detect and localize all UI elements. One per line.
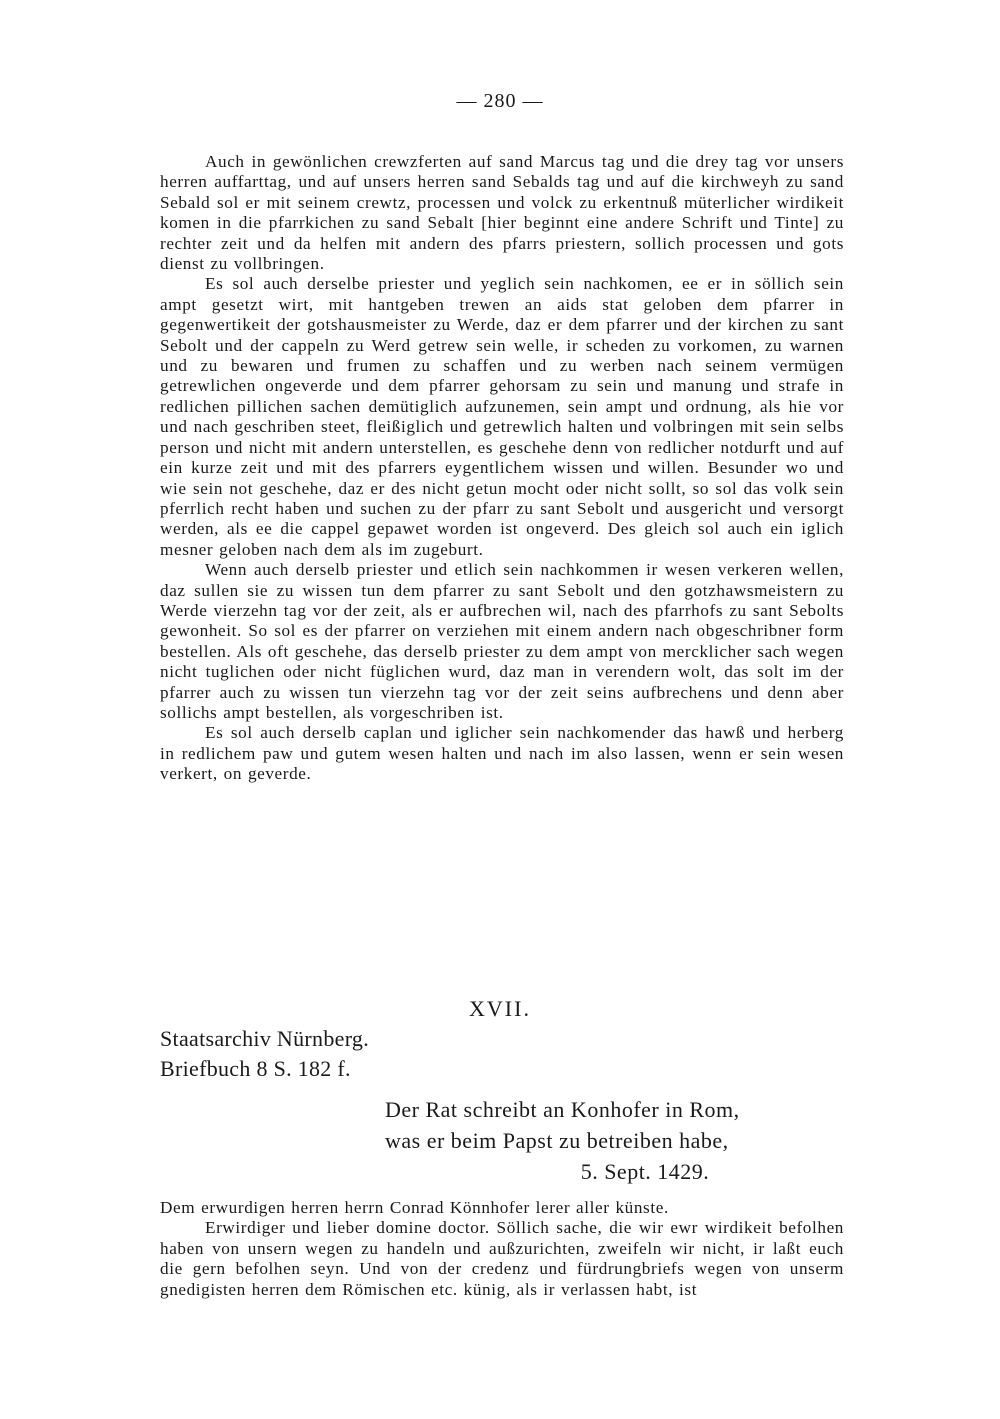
heading-line-1: Der Rat schreibt an Konhofer in Rom, — [385, 1097, 740, 1122]
heading-line-2: was er beim Papst zu betreiben habe, — [385, 1128, 729, 1153]
letter-salutation: Dem erwurdigen herren herrn Conrad Könnhofer lerer aller künste. — [160, 1198, 669, 1217]
page-number: — 280 — — [456, 90, 544, 112]
paragraph-wesen-verkeren: Wenn auch derselb priester und etlich sein nachkommen ir wesen verkeren wellen, daz sullen sie zu wissen tun dem pfarrer zu sant Sebolt und den gotzhawsmeistern zu Werde vierzehn tag vor der zeit, als er aufbrechen wil, nach des pfarrhofs zu sant Sebolts gewonheit. So sol es der pfarrer on verziehen mit einem andern nach obgeschribner form bestellen. Als oft geschehe, das derselb priester zu dem ampt von mercklicher sach wegen nicht tuglichen oder nicht füglichen wurd, daz man in verendern wolt, das solt im der pfarrer auch zu wissen tun vierzehn tag vor der zeit seins aufbrechens und denn aber sollichs ampt bestellen, als vorgeschriben ist. — [160, 560, 844, 722]
section-a-text — [160, 152, 844, 785]
archive-reference — [160, 1024, 369, 1084]
paragraph-crewzferten: Auch in gewönlichen crewzferten auf sand Marcus tag und die drey tag vor unsers herren auffarttag, und auf unsers herren sand Sebalds tag und auf die kirchweyh zu sand Sebald sol er mit seinem crewtz, processen und volck zu erkentnuß müterlicher wirdikeit komen in die pfarrkichen zu sand Sebalt [hier beginnt eine andere Schrift und Tinte] zu rechter zeit und da helfen mit andern des pfarrs priestern, sollich processen und gots dienst zu vollbringen. — [160, 152, 844, 274]
paragraph-priester-geloben: Es sol auch derselbe priester und yeglich sein nachkomen, ee er in söllich sein ampt gesetzt wirt, mit hantgeben trewen an aids stat geloben dem pfarrer in gegenwertikeit der gotshausmeister zu Werde, daz er dem pfarrer und der kirchen zu sant Sebolt und der cappeln zu Werd getrew sein welle, ir scheden zu vorkomen, zu warnen und zu bewaren und frumen zu schaffen und zu werben nach seinem vermügen getrewlichen ongeverde und dem pfarrer gehorsam zu sein und manung und strafe in redlichen pillichen sachen demütiglich aufzunemen, sein ampt und ordnung, als hie vor und nach geschriben steet, fleißiglich und getrewlich halten und volbringen mit sein selbs person und nicht mit andern unterstellen, es geschehe denn von redlicher notdurft und auf ein kurze zeit und mit des pfarrers eygentlichem wissen und willen. Besunder wo und wie sein not geschehe, daz er des nicht getun mocht oder nicht sollt, so sol das volk sein pferrlich recht haben und suchen zu der pfarr zu sant Sebolt und ausgericht und versorgt werden, als ee die cappel gepawet worden ist ongeverd. Des gleich sol auch ein iglich mesner geloben nach dem als im zugeburt. — [160, 274, 844, 559]
document-heading — [385, 1094, 845, 1187]
heading-date: 5. Sept. 1429. — [580, 1159, 710, 1184]
paragraph-caplan-hawss: Es sol auch derselb caplan und iglicher sein nachkomender das hawß und herberg in redlichem paw und gutem wesen halten und nach im also lassen, wenn er sein wesen verkert, on geverde. — [160, 723, 844, 784]
archive-source: Briefbuch 8 S. 182 f. — [160, 1056, 351, 1081]
letter-paragraph: Erwirdiger und lieber domine doctor. Söllich sache, die wir ewr wirdikeit befolhen haben von unsern wegen zu handeln und außzurichten, zweifeln wir nicht, ir laßt euch die gern befolhen seyn. Und von der credenz und fürdrungbriefs wegen von unserm gnedigisten herren dem Römischen etc. künig, als ir verlassen habt, ist — [160, 1218, 844, 1299]
archive-name: Staatsarchiv Nürnberg. — [160, 1026, 370, 1051]
section-b-text — [160, 1198, 844, 1300]
document-number: XVII. — [469, 996, 531, 1021]
